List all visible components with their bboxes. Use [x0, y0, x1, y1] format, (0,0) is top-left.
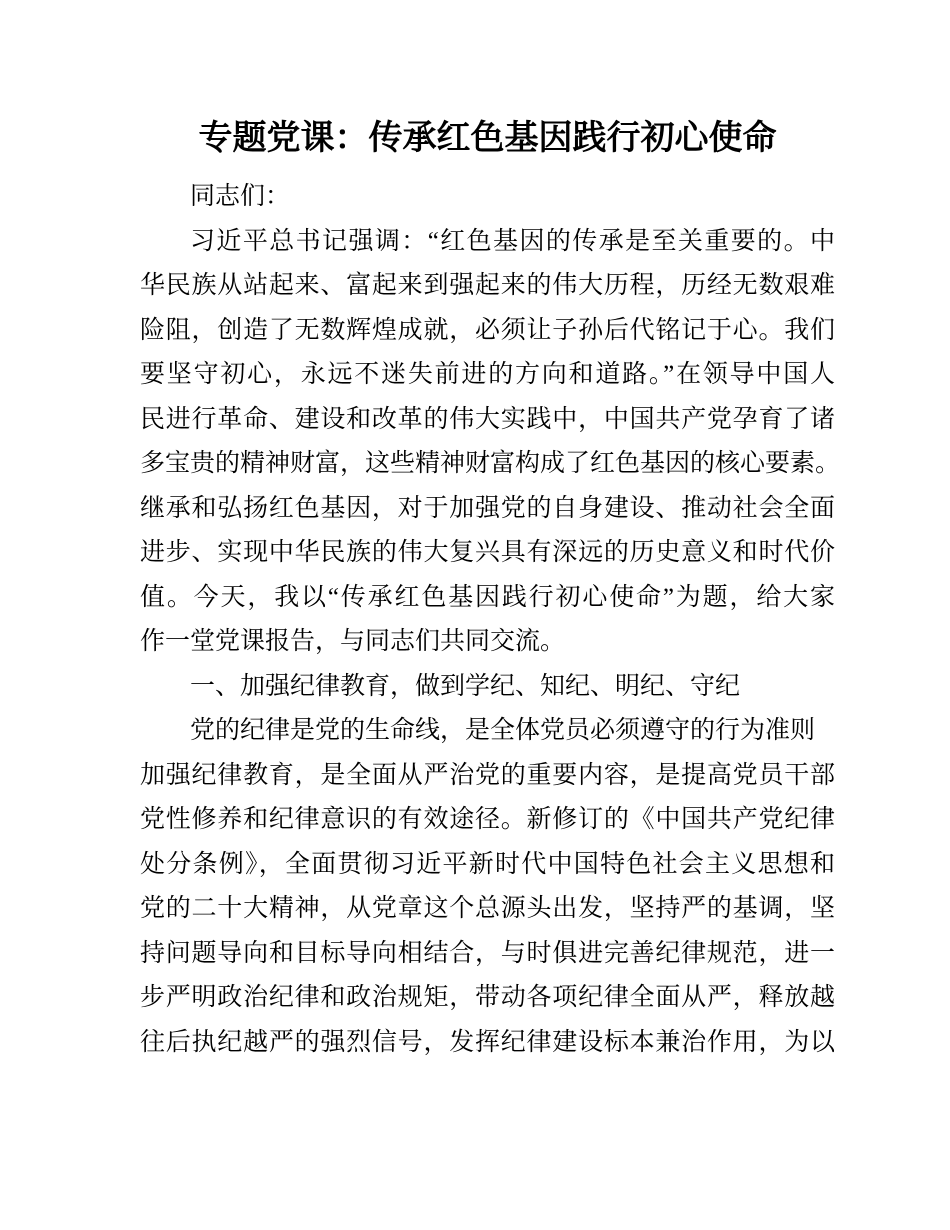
text-line: 继承和弘扬红色基因，对于加强党的自身建设、推动社会全面 — [140, 494, 835, 522]
text-line: 步严明政治纪律和政治规矩，带动各项纪律全面从严，释放越 — [140, 984, 835, 1011]
text-line: 持问题导向和目标导向相结合，与时俱进完善纪律规范，进一 — [140, 939, 835, 967]
text-line: 同志们： — [190, 183, 291, 210]
section-heading-line: 一、加强纪律教育，做到学纪、知纪、明纪、守纪 — [190, 672, 741, 700]
document-body — [140, 175, 841, 1065]
document-title: 专题党课：传承红色基因践行初心使命 — [198, 119, 777, 157]
text-line: 民进行革命、建设和改革的伟大实践中，中国共产党孕育了诸 — [140, 405, 835, 433]
text-line: 党的纪律是党的生命线，是全体党员必须遵守的行为准则 — [190, 717, 816, 744]
text-line: 加强纪律教育，是全面从严治党的重要内容，是提高党员干部 — [140, 761, 835, 789]
paragraph-body — [140, 709, 835, 1065]
text-line: 处分条例》，全面贯彻习近平新时代中国特色社会主义思想和 — [140, 850, 835, 878]
text-line: 险阻，创造了无数辉煌成就，必须让子孙后代铭记于心。我们 — [140, 316, 835, 344]
text-line: 要坚守初心，永远不迷失前进的方向和道路。”在领导中国人 — [140, 361, 835, 388]
text-line: 往后执纪越严的强烈信号，发挥纪律建设标本兼治作用，为以 — [140, 1028, 835, 1056]
paragraph-salutation — [140, 175, 835, 220]
text-line: 进步、实现中华民族的伟大复兴具有深远的历史意义和时代价 — [140, 539, 835, 566]
paragraph-heading — [140, 665, 835, 710]
text-line: 党性修养和纪律意识的有效途径。新修订的《中国共产党纪律 — [140, 806, 835, 833]
paragraph-body — [140, 220, 841, 665]
text-line: 值。今天，我以“传承红色基因践行初心使命”为题，给大家 — [140, 583, 835, 611]
text-line: 习近平总书记强调：“红色基因的传承是至关重要的。中 — [190, 227, 835, 255]
text-line: 多宝贵的精神财富，这些精神财富构成了红色基因的核心要素。 — [140, 450, 841, 477]
text-line: 党的二十大精神，从党章这个总源头出发，坚持严的基调，坚 — [140, 895, 835, 922]
text-line: 作一堂党课报告，与同志们共同交流。 — [140, 628, 566, 655]
text-line: 华民族从站起来、富起来到强起来的伟大历程，历经无数艰难 — [140, 272, 835, 299]
